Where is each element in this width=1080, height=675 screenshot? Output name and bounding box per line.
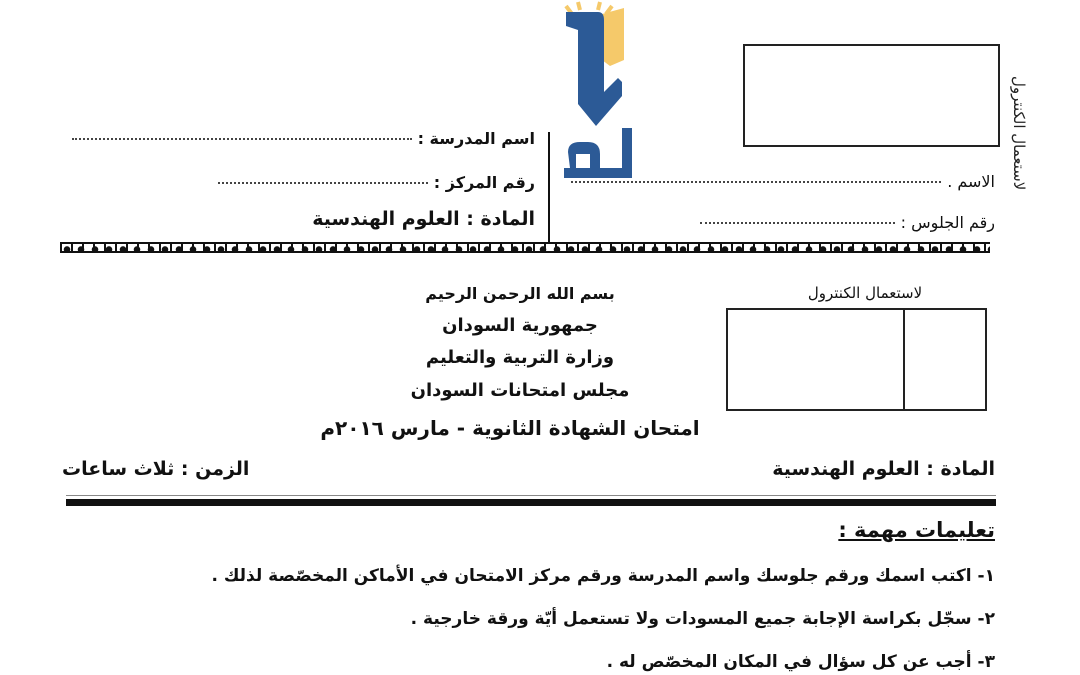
- instruction-item-1: ١- اكتب اسمك ورقم جلوسك واسم المدرسة ورقم مركز الامتحان في الأماكن المخصّصة لذلك .: [211, 566, 995, 586]
- school-name-row: [72, 129, 535, 148]
- control-box-label: لاستعمال الكنترول: [807, 284, 923, 302]
- duration: الزمن : ثلاث ساعات: [62, 458, 250, 480]
- logo-icon: [560, 0, 640, 185]
- school-name-label: اسم المدرسة :: [417, 129, 535, 148]
- seat-number-input[interactable]: [700, 222, 895, 224]
- instruction-item-3: ٣- أجب عن كل سؤال في المكان المخصّص له .: [606, 652, 995, 672]
- republic-name: جمهورية السودان: [442, 315, 598, 336]
- instruction-item-2: ٢- سجّل بكراسة الإجابة جميع المسودات ولا تستعمل أيّة ورقة خارجية .: [410, 609, 995, 629]
- separator-thin: [66, 495, 996, 496]
- exam-title: امتحان الشهادة الثانوية - مارس ٢٠١٦م: [320, 416, 700, 440]
- chain-separator: [60, 242, 990, 253]
- center-number-row: [218, 173, 535, 192]
- ministry-name: وزارة التربية والتعليم: [425, 347, 615, 368]
- separator-thick: [66, 499, 996, 506]
- control-box-divider: [903, 310, 905, 409]
- center-number-input[interactable]: [218, 182, 428, 184]
- control-box-top: [743, 44, 1000, 147]
- basmala: بسم الله الرحمن الرحيم: [425, 284, 615, 303]
- name-field-row: [571, 172, 995, 191]
- control-box: [726, 308, 987, 411]
- council-name: مجلس امتحانات السودان: [410, 380, 630, 401]
- header-divider: [548, 132, 550, 250]
- subject-top: المادة : العلوم الهندسية: [312, 208, 535, 230]
- name-label: الاسم .: [947, 172, 995, 191]
- subject: المادة : العلوم الهندسية: [772, 458, 995, 480]
- seat-number-row: [700, 213, 995, 232]
- instructions-title: تعليمات مهمة :: [838, 518, 995, 542]
- seat-number-label: رقم الجلوس :: [900, 213, 995, 232]
- center-number-label: رقم المركز :: [433, 173, 535, 192]
- name-input[interactable]: [571, 181, 941, 183]
- logo: [560, 0, 640, 185]
- control-label-vertical: لاستعمال الكنترول: [1010, 75, 1028, 190]
- school-name-input[interactable]: [72, 138, 412, 140]
